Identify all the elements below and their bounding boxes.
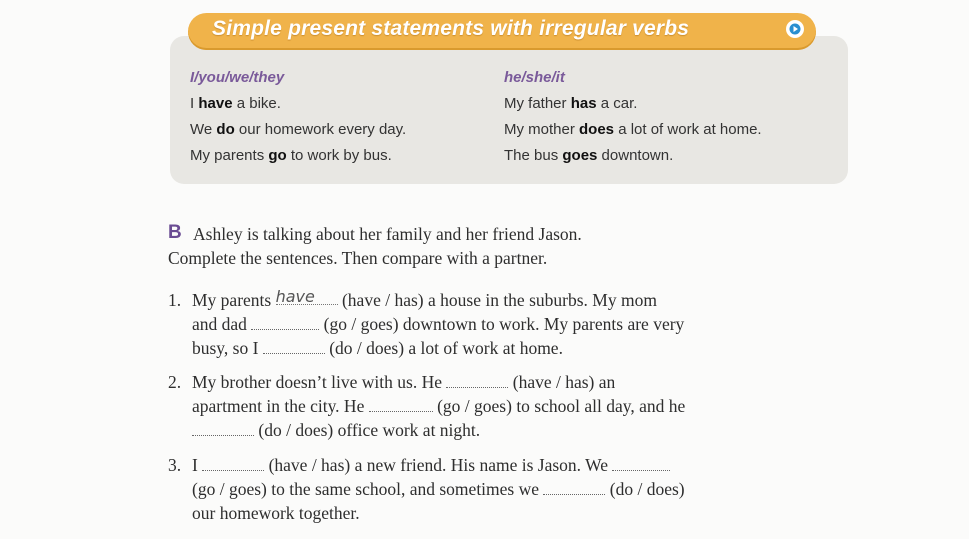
grammar-example: I have a bike.: [190, 95, 281, 112]
item-3-line-3: our homework together.: [192, 503, 360, 523]
play-audio-icon[interactable]: [786, 20, 804, 38]
answer-blank[interactable]: [612, 456, 670, 471]
item-number: 2.: [168, 372, 182, 392]
answer-blank[interactable]: [446, 373, 508, 388]
item-2-line-1: My brother doesn’t live with us. He (have / has) an: [192, 372, 616, 392]
answer-blank[interactable]: [251, 315, 319, 330]
grammar-example: We do our homework every day.: [190, 121, 407, 138]
answer-blank[interactable]: [192, 421, 254, 436]
handwritten-answer: have: [275, 287, 315, 306]
answer-blank[interactable]: [543, 480, 605, 495]
grammar-example: My mother does a lot of work at home.: [504, 121, 762, 138]
exercise-letter: B: [168, 222, 182, 243]
grammar-example: The bus goes downtown.: [504, 147, 674, 164]
item-number: 3.: [168, 455, 182, 475]
item-2-line-3: (do / does) office work at night.: [192, 420, 480, 441]
answer-blank[interactable]: [202, 456, 264, 471]
exercise-instruction: Ashley is talking about her family and her friend Jason.: [193, 224, 582, 244]
exercise-instruction: Complete the sentences. Then compare with a partner.: [168, 248, 548, 268]
answer-blank[interactable]: [369, 397, 433, 412]
grammar-example: My parents go to work by bus.: [190, 147, 392, 164]
heading-i-you-we-they: I/you/we/they: [190, 69, 285, 86]
item-1-line-1: My parents have (have / has) a house in the suburbs. My mom: [192, 287, 657, 310]
item-number: 1.: [168, 290, 182, 310]
grammar-example: My father has a car.: [504, 95, 638, 112]
item-2-line-2: apartment in the city. He (go / goes) to school all day, and he: [192, 396, 686, 416]
heading-he-she-it: he/she/it: [504, 69, 565, 86]
item-1-line-3: busy, so I (do / does) a lot of work at home.: [192, 338, 563, 358]
answer-blank[interactable]: [263, 339, 325, 354]
grammar-title: Simple present statements with irregular verbs: [212, 17, 690, 40]
item-3-line-2: (go / goes) to the same school, and sometimes we (do / does): [192, 479, 685, 499]
item-3-line-1: I (have / has) a new friend. His name is Jason. We: [192, 455, 670, 476]
item-1-line-2: and dad (go / goes) downtown to work. My parents are very: [192, 314, 685, 334]
answer-blank[interactable]: [275, 287, 338, 306]
